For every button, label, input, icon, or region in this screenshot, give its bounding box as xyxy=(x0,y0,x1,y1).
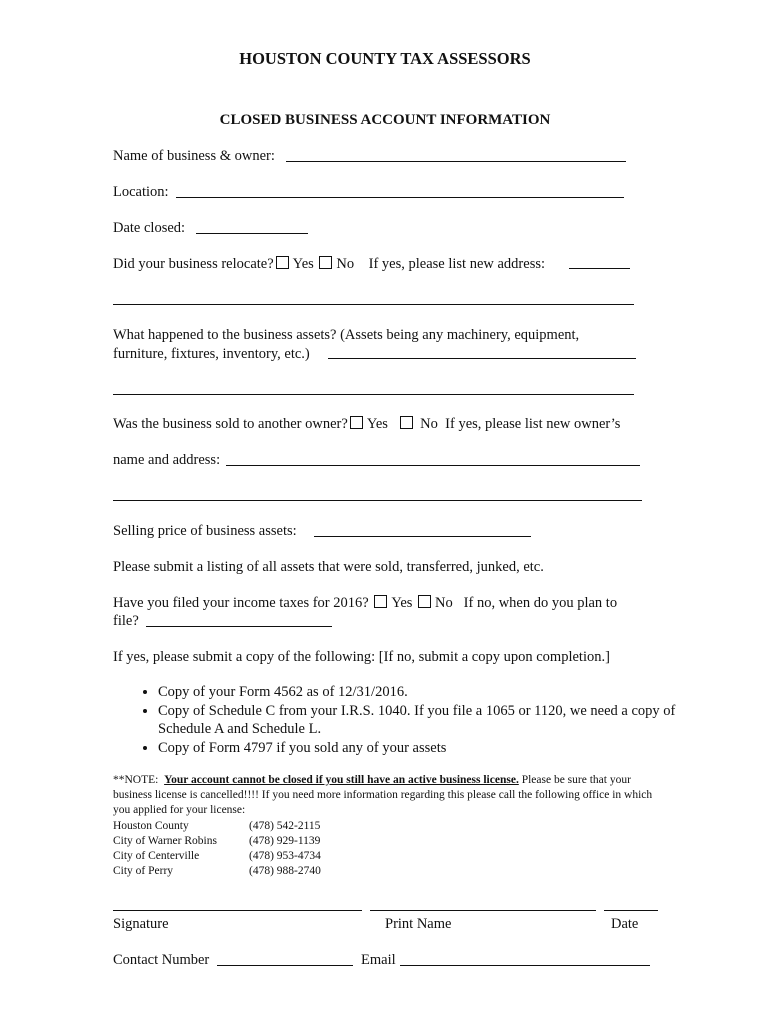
sold-yes-checkbox[interactable] xyxy=(350,416,363,429)
form-subtitle: CLOSED BUSINESS ACCOUNT INFORMATION xyxy=(219,112,551,128)
note-prefix: **NOTE: xyxy=(113,774,159,786)
selling-price-line[interactable] xyxy=(314,536,531,537)
office-name: Houston County xyxy=(113,820,189,832)
assets-line2[interactable] xyxy=(113,394,634,395)
note-rest: Please be sure that your business license is cancelled!!!! If you need more information regarding this please call the following office in which you applied for your license: xyxy=(113,774,653,816)
sold-question xyxy=(113,415,620,433)
name-owner-label: Name of business & owner: xyxy=(113,148,275,164)
location-line[interactable] xyxy=(176,197,624,198)
taxes-if-no-label: If no, when do you plan to xyxy=(463,595,618,611)
required-documents-list xyxy=(113,683,718,757)
sold-if-yes-label: If yes, please list new owner’s xyxy=(445,416,621,432)
sold-no-checkbox[interactable] xyxy=(400,416,413,429)
office-phone: (478) 953-4734 xyxy=(249,850,321,862)
taxes-plan-line[interactable] xyxy=(146,626,332,627)
sold-label: Was the business sold to another owner? xyxy=(113,416,348,432)
submit-listing-text: Please submit a listing of all assets that were sold, transferred, junked, etc. xyxy=(113,559,544,575)
relocate-yes-checkbox[interactable] xyxy=(276,256,289,269)
sold-yes-label: Yes xyxy=(366,416,388,432)
office-name: City of Perry xyxy=(113,865,174,877)
taxes-file-label: file? xyxy=(113,613,139,629)
date-label: Date xyxy=(611,916,639,932)
print-name-label: Print Name xyxy=(385,916,452,932)
list-item: • Copy of your Form 4562 as of 12/31/2016. xyxy=(158,683,718,702)
list-item: • Copy of Form 4797 if you sold any of your assets xyxy=(158,739,718,758)
email-line[interactable] xyxy=(400,965,650,966)
print-name-line[interactable] xyxy=(370,910,596,911)
office-phone: (478) 929-1139 xyxy=(249,835,321,847)
relocate-yes-label: Yes xyxy=(292,256,314,272)
new-address-line-short[interactable] xyxy=(569,268,630,269)
relocate-label: Did your business relocate? xyxy=(113,256,274,272)
signature-label: Signature xyxy=(113,916,169,932)
signature-line[interactable] xyxy=(113,910,362,911)
location-label: Location: xyxy=(113,184,169,200)
taxes-yes-checkbox[interactable] xyxy=(374,595,387,608)
name-owner-line[interactable] xyxy=(286,161,626,162)
relocate-no-checkbox[interactable] xyxy=(319,256,332,269)
name-address-label: name and address: xyxy=(113,452,221,468)
assets-question-line1: What happened to the business assets? (Assets being any machinery, equipment, xyxy=(113,327,580,343)
taxes-label: Have you filed your income taxes for 2016? xyxy=(113,595,369,611)
relocate-if-yes-label: If yes, please list new address: xyxy=(368,256,546,272)
date-closed-line[interactable] xyxy=(196,233,308,234)
office-phone: (478) 542-2115 xyxy=(249,820,321,832)
contact-number-line[interactable] xyxy=(217,965,353,966)
contact-number-label: Contact Number xyxy=(113,952,210,968)
email-label: Email xyxy=(361,952,396,968)
taxes-no-checkbox[interactable] xyxy=(418,595,431,608)
assets-line1[interactable] xyxy=(328,358,636,359)
office-phone: (478) 988-2740 xyxy=(249,865,321,877)
date-line[interactable] xyxy=(604,910,658,911)
relocate-no-label: No xyxy=(336,256,355,272)
selling-price-label: Selling price of business assets: xyxy=(113,523,297,539)
new-owner-line1[interactable] xyxy=(226,465,640,466)
taxes-no-label: No xyxy=(435,595,453,611)
taxes-yes-label: Yes xyxy=(391,595,413,611)
sold-no-label: No xyxy=(420,416,438,432)
office-name: City of Centerville xyxy=(113,850,200,862)
note-emphasis: Your account cannot be closed if you still have an active business license. xyxy=(164,774,519,786)
if-yes-submit-text: If yes, please submit a copy of the following: [If no, submit a copy upon completion.] xyxy=(113,649,610,665)
office-name: City of Warner Robins xyxy=(113,835,217,847)
date-closed-label: Date closed: xyxy=(113,220,186,236)
assets-question-line2: furniture, fixtures, inventory, etc.) xyxy=(113,346,310,362)
list-item: • Copy of Schedule C from your I.R.S. 1040. If you file a 1065 or 1120, we need a copy of Schedule A and Schedule L. xyxy=(158,702,718,739)
new-owner-line2[interactable] xyxy=(113,500,642,501)
new-address-line[interactable] xyxy=(113,304,634,305)
note-paragraph xyxy=(113,773,653,818)
taxes-question xyxy=(113,594,617,612)
form-title: HOUSTON COUNTY TAX ASSESSORS xyxy=(239,49,531,68)
relocate-question xyxy=(113,255,545,273)
